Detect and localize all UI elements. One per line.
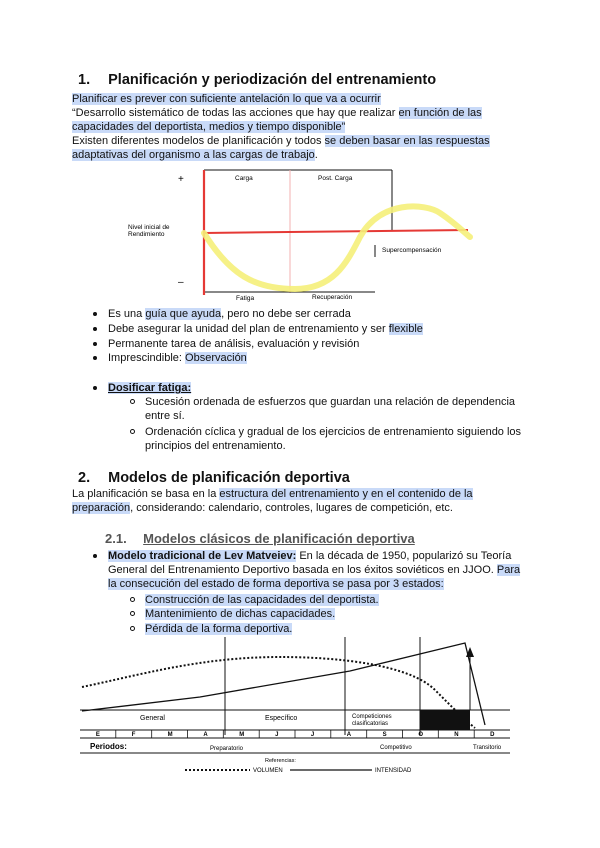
especifico-phase: Específico: [265, 715, 298, 722]
bullet-analisis: Permanente tarea de análisis, evaluación y revisión: [108, 338, 360, 350]
bullet-marker: [93, 356, 97, 360]
month-label: M: [239, 732, 245, 738]
matveiev-line-2: General del Entrenamiento Deportivo basada en los éxitos soviéticos en JJOO. Para: [108, 564, 521, 576]
sub-bullet-sucesion-1: Sucesión ordenada de esfuerzos que guardan una relación de dependencia: [145, 396, 516, 408]
bullet-marker: [93, 327, 97, 331]
transitorio-label: Transitorio: [473, 745, 502, 751]
subsection-title: Modelos clásicos de planificación deportiva: [143, 531, 415, 546]
baseline-line: [204, 230, 468, 233]
sub-bullet-ordenacion-1: Ordenación cíclica y gradual de los ejercicios de entrenamiento siguiendo los: [145, 426, 522, 438]
subsection-heading: 2.1. Modelos clásicos de planificación deportiva: [105, 531, 415, 546]
month-label: O: [418, 732, 424, 738]
competiciones-label: Competiciones: [352, 714, 392, 720]
periodos-label: Periodos:: [90, 742, 127, 751]
post-carga-label: Post. Carga: [318, 175, 353, 182]
carga-label: Carga: [235, 175, 253, 182]
estado-construccion: Construcción de las capacidades del deportista.: [145, 594, 379, 606]
preparatorio-label: Preparatorio: [210, 746, 244, 752]
sub-bullet-marker: [130, 611, 135, 616]
section1-p4: Existen diferentes modelos de planificación y todos se deben basar en las respuestas: [72, 135, 490, 147]
bullet-guia: Es una guía que ayuda, pero no debe ser cerrada: [108, 308, 351, 320]
competition-block: [420, 710, 470, 730]
minus-sign: –: [178, 277, 184, 288]
section2-p2: preparación, considerando: calendario, controles, lugares de competición, etc.: [72, 502, 453, 514]
bullet-dosificar: Dosificar fatiga:: [108, 382, 192, 394]
month-label: D: [490, 732, 495, 738]
section2-heading: 2. Modelos de planificación deportiva: [78, 470, 350, 486]
general-phase: General: [140, 715, 165, 722]
month-label: J: [310, 732, 315, 738]
bullet-unidad: Debe asegurar la unidad del plan de entrenamiento y ser flexible: [108, 323, 423, 335]
bullet-observacion: Imprescindible: Observación: [108, 352, 247, 364]
clasificatorias-label: clasificatorias: [352, 721, 389, 727]
month-label: E: [95, 732, 100, 738]
bullet-marker: [93, 554, 97, 558]
sub-bullet-marker: [130, 597, 135, 602]
section1-p1: Planificar es prever con suficiente antelación lo que va a ocurrir: [72, 93, 381, 105]
month-label: A: [203, 732, 208, 738]
intensidad-legend-label: INTENSIDAD: [375, 768, 412, 774]
sub-bullet-ordenacion-2: principios del entrenamiento.: [145, 440, 286, 452]
month-label: A: [346, 732, 352, 738]
estado-perdida: Pérdida de la forma deportiva.: [145, 623, 293, 635]
sub-bullet-marker: [130, 626, 135, 631]
section1-p2: “Desarrollo sistemático de todas las acciones que hay que realizar en función de las: [72, 107, 482, 119]
month-label: F: [131, 732, 136, 738]
supercompensation-chart: [120, 165, 490, 305]
month-label: N: [454, 732, 459, 738]
matveiev-line-3: la consecución del estado de forma deportiva se pasa por 3 estados:: [108, 578, 444, 590]
sub-bullet-sucesion-2: entre sí.: [145, 410, 185, 422]
section2-p1: La planificación se basa en la estructura del entrenamiento y en el contenido de la: [72, 488, 473, 500]
estado-mantenimiento: Mantenimiento de dichas capacidades.: [145, 608, 336, 620]
recuperacion-label: Recuperación: [312, 294, 353, 301]
supercomp-label: Supercompensación: [382, 247, 442, 254]
referencias-label: Referencias:: [265, 758, 296, 764]
level-label-1: Nivel inicial de: [128, 224, 170, 231]
matveiev-chart: [80, 635, 520, 780]
sub-bullet-marker: [130, 399, 135, 404]
sub-bullet-marker: [130, 429, 135, 434]
section1-heading: 1. Planificación y periodización del entrenamiento: [78, 72, 437, 88]
plus-sign: +: [178, 174, 184, 185]
month-label: M: [167, 732, 173, 738]
volumen-legend-label: VOLUMEN: [253, 768, 283, 774]
month-label: J: [275, 732, 279, 738]
competitivo-label: Competitivo: [380, 745, 412, 751]
month-row: [96, 730, 495, 738]
section1-p5: adaptativas del organismo a las cargas de trabajo.: [72, 149, 318, 161]
section2-title: Modelos de planificación deportiva: [108, 470, 350, 486]
section1-p3: capacidades del deportista, medios y tiempo disponible”: [72, 121, 346, 133]
bullet-marker: [93, 312, 97, 316]
bullet-marker: [93, 342, 97, 346]
bullet-marker: [93, 386, 97, 390]
fatiga-label: Fatiga: [236, 295, 255, 302]
section1-title: Planificación y periodización del entrenamiento: [108, 72, 437, 88]
month-label: S: [382, 732, 387, 738]
matveiev-line-1: Modelo tradicional de Lev Matveiev: En la década de 1950, popularizó su Teoría: [108, 550, 512, 562]
level-label-2: Rendimiento: [128, 231, 165, 238]
